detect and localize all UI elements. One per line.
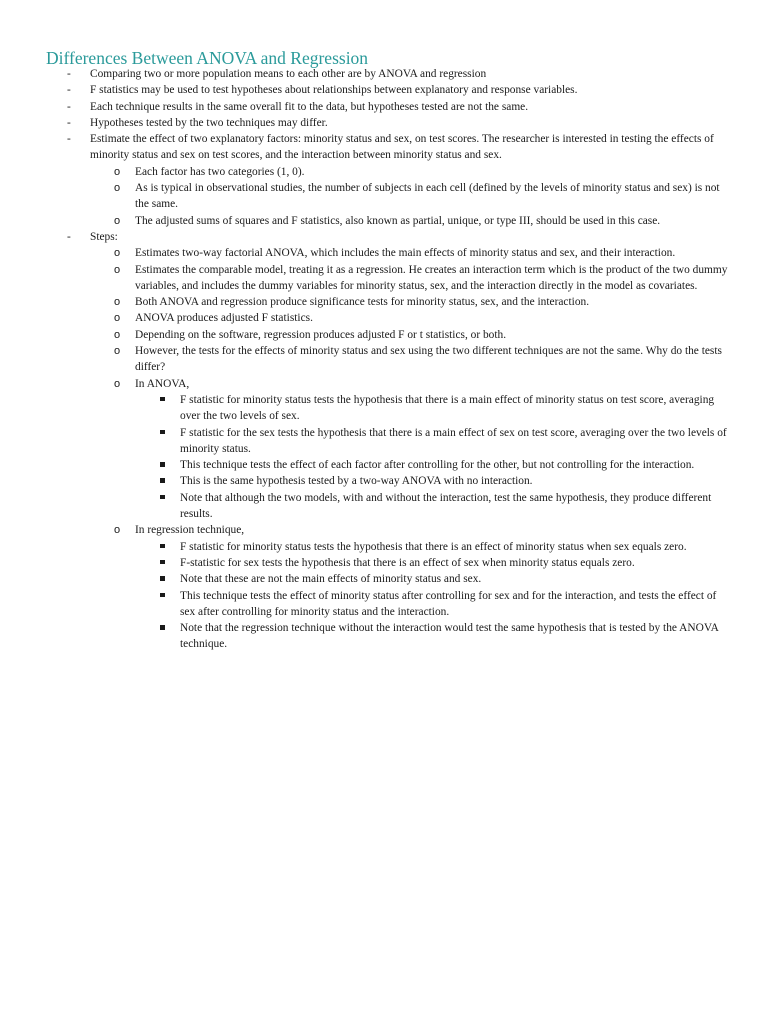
square-bullet-icon [160,576,165,581]
square-bullet-icon [160,625,165,630]
sub-list-item [114,343,728,376]
sub-sub-list-item [180,588,728,621]
sub-list-item [114,164,728,180]
sub-list-item [114,180,728,213]
sub-list-item-text: Estimates the comparable model, treating it as a regression. He creates an interaction term which is the product of the two dummy variables, and includes the dummy variables for minority status, sex, and the interaction directly in the model as covariates. [135,263,728,292]
square-bullet-icon [160,430,165,435]
dash-marker: - [67,100,71,113]
square-bullet-icon [160,478,165,483]
sub-list-item [114,522,728,652]
sub-list-item [114,294,728,310]
list-item-text: Hypotheses tested by the two techniques may differ. [90,116,328,129]
sub-sub-list-item-text: This technique tests the effect of each factor after controlling for the other, but not controlling for the interaction. [180,459,695,472]
steps-sub-list [90,245,728,652]
sub-sub-list-item [180,457,728,473]
sub-sub-list-item-text: F statistic for the sex tests the hypothesis that there is a main effect of sex on test score, averaging over the two levels of minority status. [180,426,727,455]
sub-sub-list-item [180,571,728,587]
circle-marker: o [114,214,121,227]
sub-list-item-text: Each factor has two categories (1, 0). [135,165,305,178]
square-bullet-icon [160,397,165,402]
list-item [0,82,768,98]
list-item [0,66,768,82]
circle-marker: o [114,182,121,195]
sub-list-item-text: In ANOVA, [135,377,190,390]
sub-sub-list-item [180,425,728,458]
sub-sub-list-item-text: This is the same hypothesis tested by a two-way ANOVA with no interaction. [180,475,533,488]
list-item [0,99,768,115]
sub-list-item [114,213,728,229]
sub-sub-list-item-text: F-statistic for sex tests the hypothesis that there is an effect of sex when minority status equals zero. [180,556,635,569]
circle-marker: o [114,328,121,341]
sub-list-item [114,245,728,261]
dash-marker: - [67,68,71,80]
sub-list-item [114,376,728,523]
sub-sub-list-item [180,539,728,555]
circle-marker: o [114,247,121,260]
sub-sub-list-item [180,473,728,489]
document-body [0,66,768,653]
square-bullet-icon [160,544,165,549]
dash-marker: - [67,230,71,243]
dash-marker: - [67,116,71,129]
sub-list-item-text: ANOVA produces adjusted F statistics. [135,312,313,325]
sub-sub-list-item-text: Note that the regression technique without the interaction would test the same hypothesis that is tested by the ANOVA technique. [180,622,719,651]
sub-list-item-text: The adjusted sums of squares and F statistics, also known as partial, unique, or type III, should be used in this case. [135,214,661,227]
sub-list-item [114,310,728,326]
sub-sub-list-item-text: F statistic for minority status tests the hypothesis that there is a main effect of minority status on test score, averaging over the two levels of sex. [180,393,715,423]
sub-sub-list-item [180,392,728,425]
sub-sub-list-item-text: F statistic for minority status tests the hypothesis that there is an effect of minority status when sex equals zero. [180,540,687,553]
square-bullet-icon [160,560,165,565]
sub-list-item-text: As is typical in observational studies, the number of subjects in each cell (defined by the levels of minority status and sex) is not the same. [135,182,720,211]
square-bullet-icon [160,593,165,598]
anova-points-list [135,392,728,522]
list-item-text: F statistics may be used to test hypotheses about relationships between explanatory and response variables. [90,84,578,97]
document-title: Differences Between ANOVA and Regression [46,48,369,68]
list-item-text: Steps: [90,230,118,243]
list-item-text: Comparing two or more population means to each other are by ANOVA and regression [90,68,487,80]
sub-sub-list-item [180,555,728,571]
square-bullet-icon [160,495,165,500]
circle-marker: o [114,524,121,537]
list-item-text: Estimate the effect of two explanatory factors: minority status and sex, on test scores. The researcher is interested in testing the effects of minority status and sex on test scores, and the interaction between minority status and sex. [90,133,714,162]
circle-marker: o [114,377,121,390]
sub-sub-list-item-text: This technique tests the effect of minority status after controlling for sex and for the interaction, and tests the effect of sex after controlling for minority status and the interaction. [180,589,717,618]
regression-points-list [135,539,728,653]
list-item [0,115,768,131]
sub-list-item-text: Estimates two-way factorial ANOVA, which includes the main effects of minority status and sex, and their interaction. [135,247,676,260]
sub-sub-list-item [180,620,728,653]
circle-marker: o [114,165,121,178]
sub-list-item-text: In regression technique, [135,524,245,537]
sub-sub-list-item-text: Note that these are not the main effects of minority status and sex. [180,573,482,586]
list-item [0,229,768,653]
dash-marker: - [67,84,71,97]
sub-list-item-text: Depending on the software, regression produces adjusted F or t statistics, or both. [135,328,507,341]
sub-list-item [114,262,728,295]
list-item [0,131,768,229]
circle-marker: o [114,296,121,309]
sub-list-item-text: However, the tests for the effects of minority status and sex using the two different techniques are not the same. Why do the tests differ? [135,345,722,374]
sub-list-item [114,327,728,343]
square-bullet-icon [160,462,165,467]
list-item-text: Each technique results in the same overall fit to the data, but hypotheses tested are not the same. [90,100,529,113]
dash-marker: - [67,133,71,146]
circle-marker: o [114,312,121,325]
circle-marker: o [114,345,121,358]
circle-marker: o [114,263,121,276]
main-bullet-list [0,66,768,653]
estimate-sub-list [90,164,728,229]
sub-sub-list-item-text: Note that although the two models, with and without the interaction, test the same hypothesis, they produce different results. [180,491,712,521]
sub-list-item-text: Both ANOVA and regression produce significance tests for minority status, sex, and the interaction. [135,296,590,309]
sub-sub-list-item [180,490,728,523]
